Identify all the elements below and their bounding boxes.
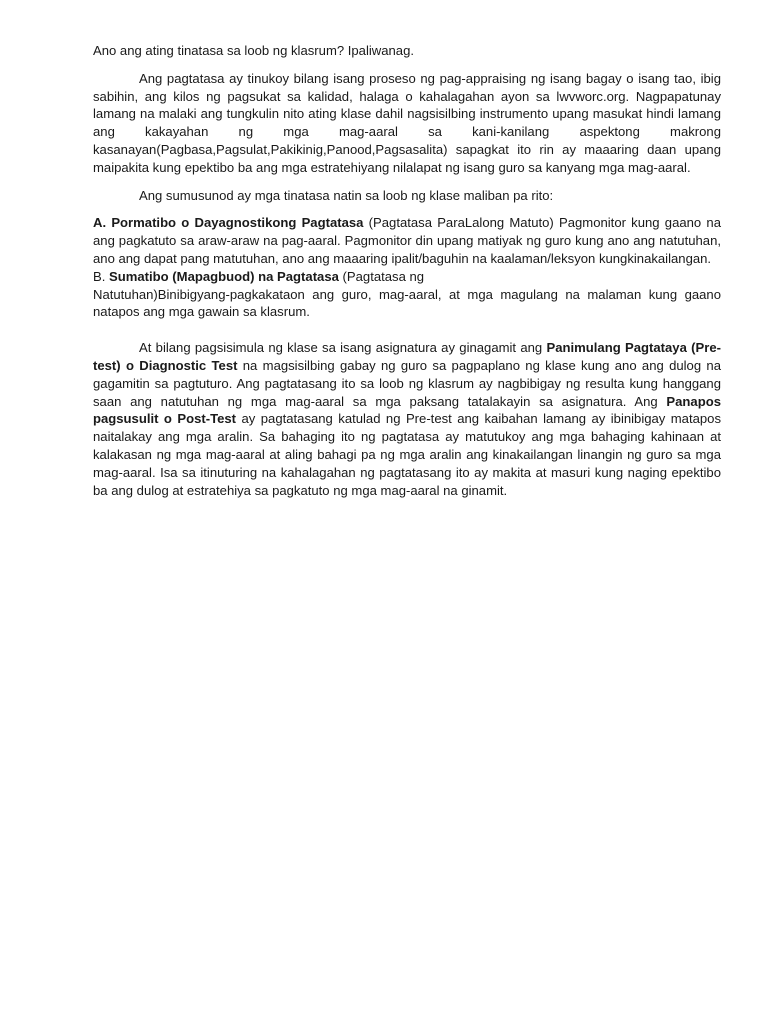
item-formative-assessment [93, 214, 721, 267]
pretest-term: Panimulang Pagtataya (Pre-test) o Diagnostic Test [93, 340, 721, 373]
item-summative-assessment-line1 [93, 268, 721, 286]
para3-text-1: At bilang pagsisimula ng klase sa isang asignatura ay ginagamit ang [139, 340, 547, 356]
question-heading: Ano ang ating tinatasa sa loob ng klasrum? Ipaliwanag. [93, 43, 415, 58]
item-summative-assessment-rest: Natutuhan)Binibigyang-pagkakataon ang guro, mag-aaral, at mga magulang na malaman kung gaano natapos ang mga gawain sa klasrum. [93, 286, 721, 320]
item-a-text: (Pagtatasa ParaLalong Matuto) Pagmonitor kung gaano na ang pagkatuto sa araw-araw na pag-aaral. Pagmonitor din upang matiyak ng guro kung ano ang natutuhan, ano ang dapat pang matutuhan, ano ang maaaring ipalit/baguhin na kaalaman/leksyon kungkinakailangan. [93, 215, 721, 266]
list-intro-paragraph: Ang sumusunod ay mga tinatasa natin sa loob ng klase maliban pa rito: [139, 187, 554, 203]
item-b-prefix: B. [93, 268, 110, 284]
item-b-title: Sumatibo (Mapagbuod) na Pagtatasa [109, 268, 339, 284]
item-a-title: A. Pormatibo o Dayagnostikong Pagtatasa [93, 215, 364, 231]
item-b-text-line1: (Pagtatasa ng [338, 268, 425, 284]
definition-paragraph: Ang pagtatasa ay tinukoy bilang isang proseso ng pag-appraising ng isang bagay o isang tao, ibig sabihin, ang kilos ng pagsukat sa kalidad, halaga o kahalagahan ayon sa lwvworc.org. Nagpapatunay lamang na malaki ang tungkulin nito ating klase dahil nagsisilbing instrumento upang masukat hindi lamang ang kakayahan ng mga mag-aaral sa kani-kanilang aspektong makrong kasanayan(Pagbasa,Pagsulat,Pakikinig,Panood,Pagsasalita) sapagkat ito rin ay maaaring daan upang maipakita kung epektibo ba ang mga estratehiyang nilalapat ng isang guro sa kanyang mga mag-aaral. [93, 70, 721, 175]
posttest-term: Panapos pagsusulit o Post-Test [93, 393, 721, 427]
document-page [93, 42, 721, 499]
para3-text-3: ay pagtatasang katulad ng Pre-test ang kaibahan lamang ay ibinibigay matapos naitalakay ang mga aralin. Sa bahaging ito ng pagtatasa ay matutukoy ang mga bahaging kahinaan at kalakasan ng mga mag-aaral at aling bahagi pa ng mga aralin ang kinakailangan linangin ng guro sa mga mag-aaral. Isa sa itinuturing na kahalagahan ng pagtatasang ito ay makita at masuri kung naging epektibo ba ang dulog at estratehiya sa pagkatuto ng mga mag-aaral na ginamit. [93, 411, 722, 498]
pretest-posttest-paragraph [93, 339, 721, 499]
para3-text-2: na magsisilbing gabay ng guro sa pagpaplano ng klase kung ano ang dulog na gagamitin sa pagtuturo. Ang pagtatasang ito sa loob ng klasrum ay nagbibigay ng resulta kung hanggang saan ang natutuhan ng mga mag-aaral sa mga paksang tatalakayin sa asignatura. Ang [93, 357, 721, 409]
